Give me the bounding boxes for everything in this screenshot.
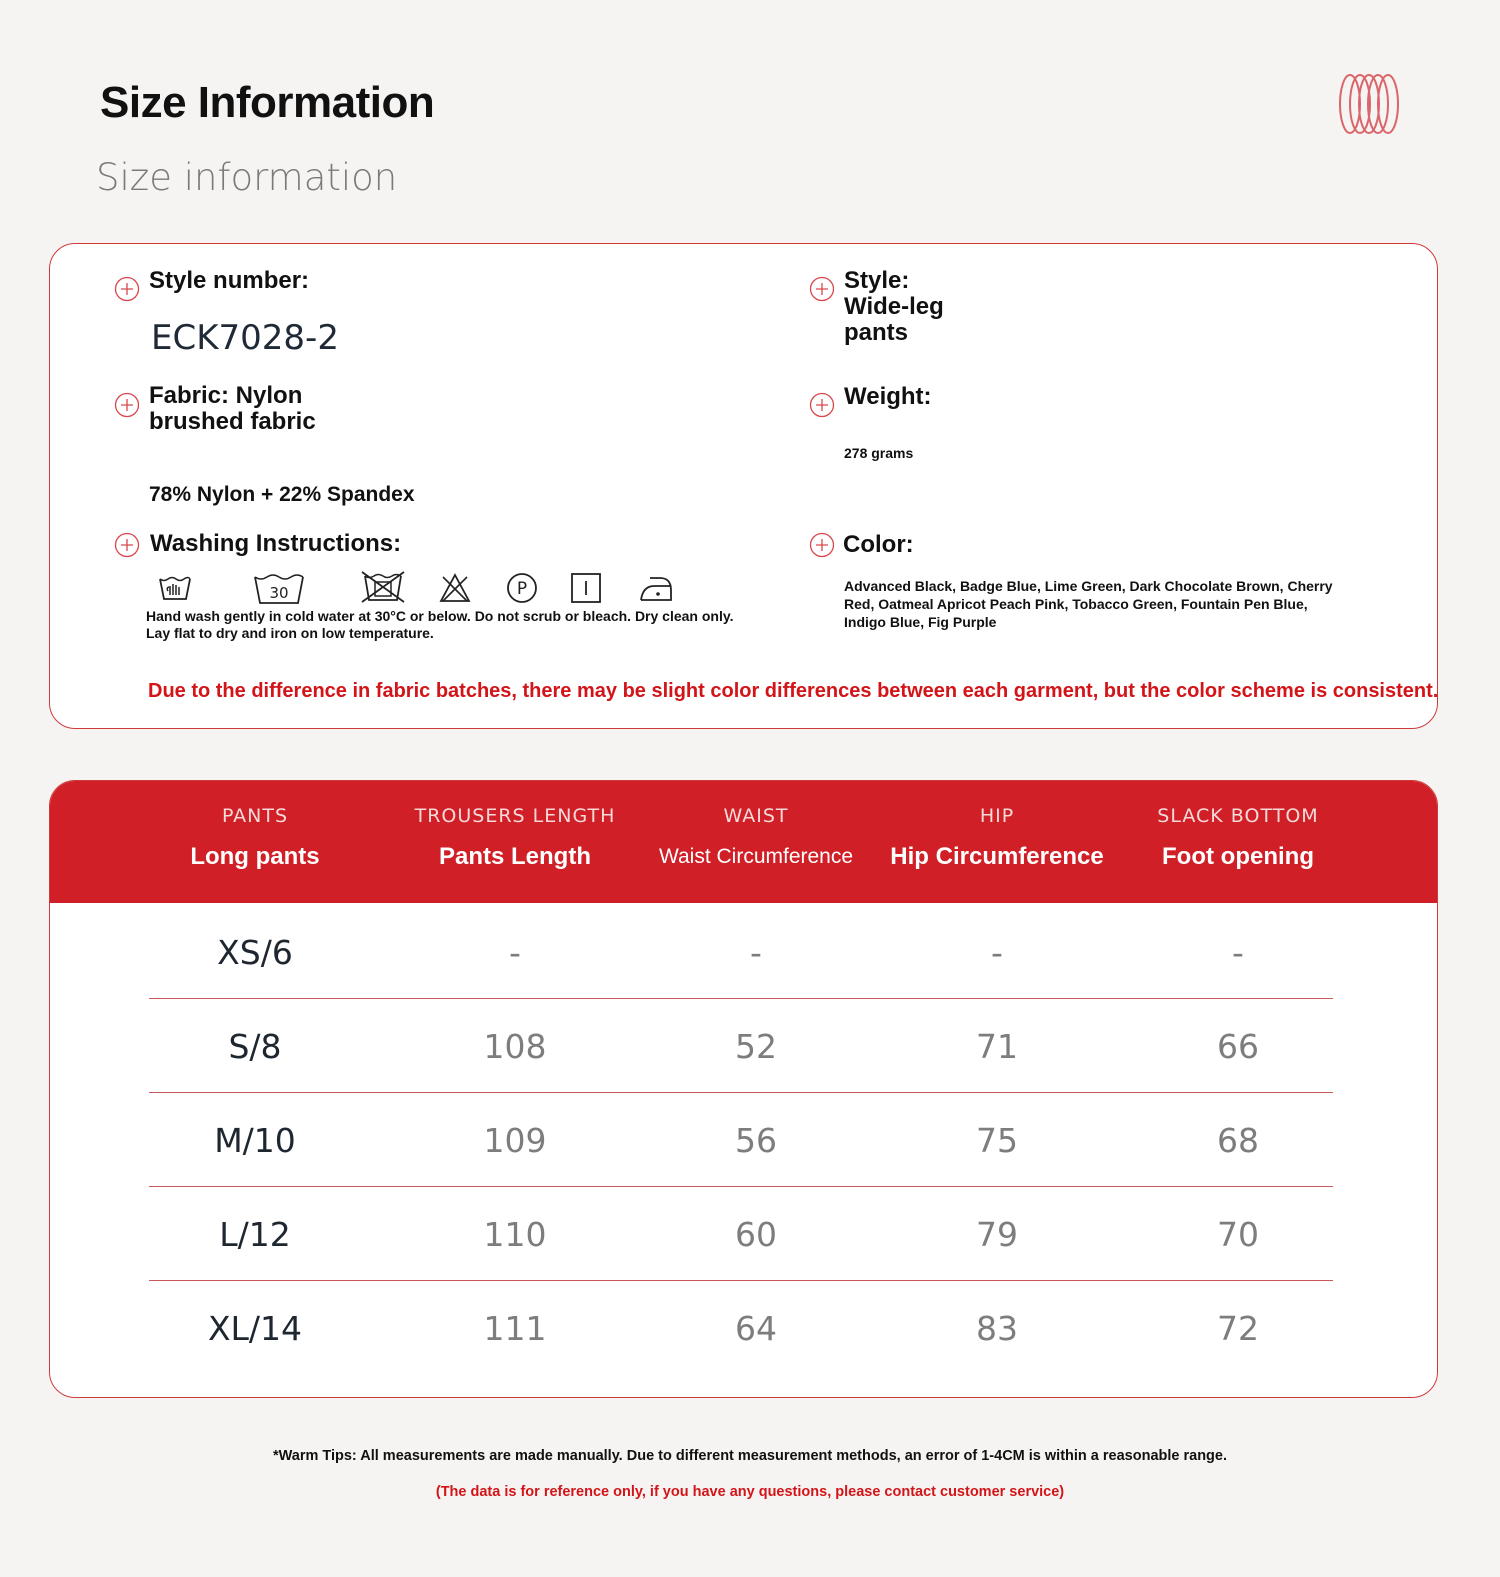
- waist-cell: 64: [735, 1309, 777, 1348]
- table-row: [50, 905, 1437, 999]
- column-header-en: PANTS: [221, 805, 289, 827]
- column-header-en: HIP: [979, 805, 1015, 827]
- column-header-sub: Hip Circumference: [890, 843, 1104, 870]
- wash-30-icon: [253, 573, 305, 605]
- length-cell: 110: [483, 1215, 547, 1254]
- style-label: Style:: [844, 267, 910, 294]
- hip-cell: 75: [976, 1121, 1018, 1160]
- hip-cell: 83: [976, 1309, 1018, 1348]
- plus-circle-icon: [809, 392, 835, 418]
- column-header-sub: Long pants: [190, 843, 320, 870]
- foot-opening-cell: 68: [1217, 1121, 1259, 1160]
- product-info-card: [49, 243, 1438, 729]
- size-cell: L/12: [219, 1215, 291, 1254]
- table-row: [50, 1093, 1437, 1187]
- table-header: [50, 781, 1437, 903]
- hip-cell: 71: [976, 1027, 1018, 1066]
- washing-text-line1: Hand wash gently in cold water at 30°C or below. Do not scrub or bleach. Dry clean only.: [146, 608, 734, 624]
- column-header-en: SLACK BOTTOM: [1157, 805, 1319, 827]
- length-cell: 109: [483, 1121, 547, 1160]
- style-number-label: Style number:: [149, 267, 310, 294]
- column-header-sub: Foot opening: [1162, 843, 1314, 870]
- iron-low-icon: [638, 572, 674, 604]
- plus-circle-icon: [114, 532, 140, 558]
- plus-circle-icon: [809, 532, 835, 558]
- foot-opening-cell: -: [1232, 933, 1244, 972]
- color-difference-notice: Due to the difference in fabric batches, there may be slight color differences between each garment, but the color scheme is consistent.: [148, 680, 1439, 702]
- column-header-en: WAIST: [723, 805, 789, 827]
- dry-clean-p-icon: [506, 572, 538, 604]
- washing-text-line2: Lay flat to dry and iron on low temperature.: [146, 625, 434, 641]
- foot-opening-cell: 72: [1217, 1309, 1259, 1348]
- length-cell: 108: [483, 1027, 547, 1066]
- waist-cell: 56: [735, 1121, 777, 1160]
- fabric-label-line1: Fabric: Nylon: [149, 382, 303, 409]
- length-cell: 111: [483, 1309, 547, 1348]
- style-value-line1: Wide-leg: [844, 293, 944, 320]
- size-cell: XS/6: [217, 933, 293, 972]
- column-header-en: TROUSERS LENGTH: [414, 805, 616, 827]
- weight-label: Weight:: [844, 383, 932, 410]
- plus-circle-icon: [809, 276, 835, 302]
- style-value-line2: pants: [844, 319, 909, 346]
- hand-wash-icon: [158, 573, 192, 603]
- page-subtitle: Size information: [96, 156, 398, 199]
- flat-dry-icon: [570, 572, 602, 604]
- hip-cell: 79: [976, 1215, 1018, 1254]
- length-cell: -: [509, 933, 521, 972]
- hip-cell: -: [991, 933, 1003, 972]
- size-cell: M/10: [214, 1121, 296, 1160]
- table-row: [50, 1187, 1437, 1281]
- color-list-line2: Red, Oatmeal Apricot Peach Pink, Tobacco Green, Fountain Pen Blue,: [844, 596, 1308, 612]
- washing-label: Washing Instructions:: [150, 530, 402, 557]
- table-row: [50, 999, 1437, 1093]
- contact-service-text: (The data is for reference only, if you have any questions, please contact customer service): [435, 1484, 1065, 1500]
- color-list-line3: Indigo Blue, Fig Purple: [844, 614, 997, 630]
- color-label: Color:: [843, 531, 914, 558]
- style-number-value: ECK7028-2: [151, 318, 339, 358]
- column-header-sub: Waist Circumference: [658, 845, 854, 868]
- plus-circle-icon: [114, 392, 140, 418]
- size-table: [49, 780, 1438, 1398]
- weight-value: 278 grams: [844, 445, 914, 461]
- warm-tips-text: *Warm Tips: All measurements are made manually. Due to different measurement methods, an error of 1-4CM is within a reasonable range.: [272, 1448, 1228, 1464]
- fabric-composition: 78% Nylon + 22% Spandex: [149, 483, 415, 506]
- color-list-line1: Advanced Black, Badge Blue, Lime Green, Dark Chocolate Brown, Cherry: [844, 578, 1333, 594]
- svg-text:P: P: [516, 579, 528, 599]
- foot-opening-cell: 70: [1217, 1215, 1259, 1254]
- waist-cell: 52: [735, 1027, 777, 1066]
- fabric-label-line2: brushed fabric: [149, 408, 316, 435]
- no-machine-wash-icon: [360, 570, 406, 604]
- column-header-sub: Pants Length: [438, 843, 591, 870]
- page-title: Size Information: [100, 78, 435, 127]
- waist-cell: -: [750, 933, 762, 972]
- brand-logo-icon: [1338, 72, 1400, 136]
- size-cell: S/8: [228, 1027, 282, 1066]
- wash-temp-text: 30: [269, 584, 289, 602]
- no-bleach-icon: [439, 573, 471, 603]
- size-cell: XL/14: [207, 1309, 303, 1348]
- table-row: [50, 1281, 1437, 1375]
- waist-cell: 60: [735, 1215, 777, 1254]
- foot-opening-cell: 66: [1217, 1027, 1259, 1066]
- plus-circle-icon: [114, 276, 140, 302]
